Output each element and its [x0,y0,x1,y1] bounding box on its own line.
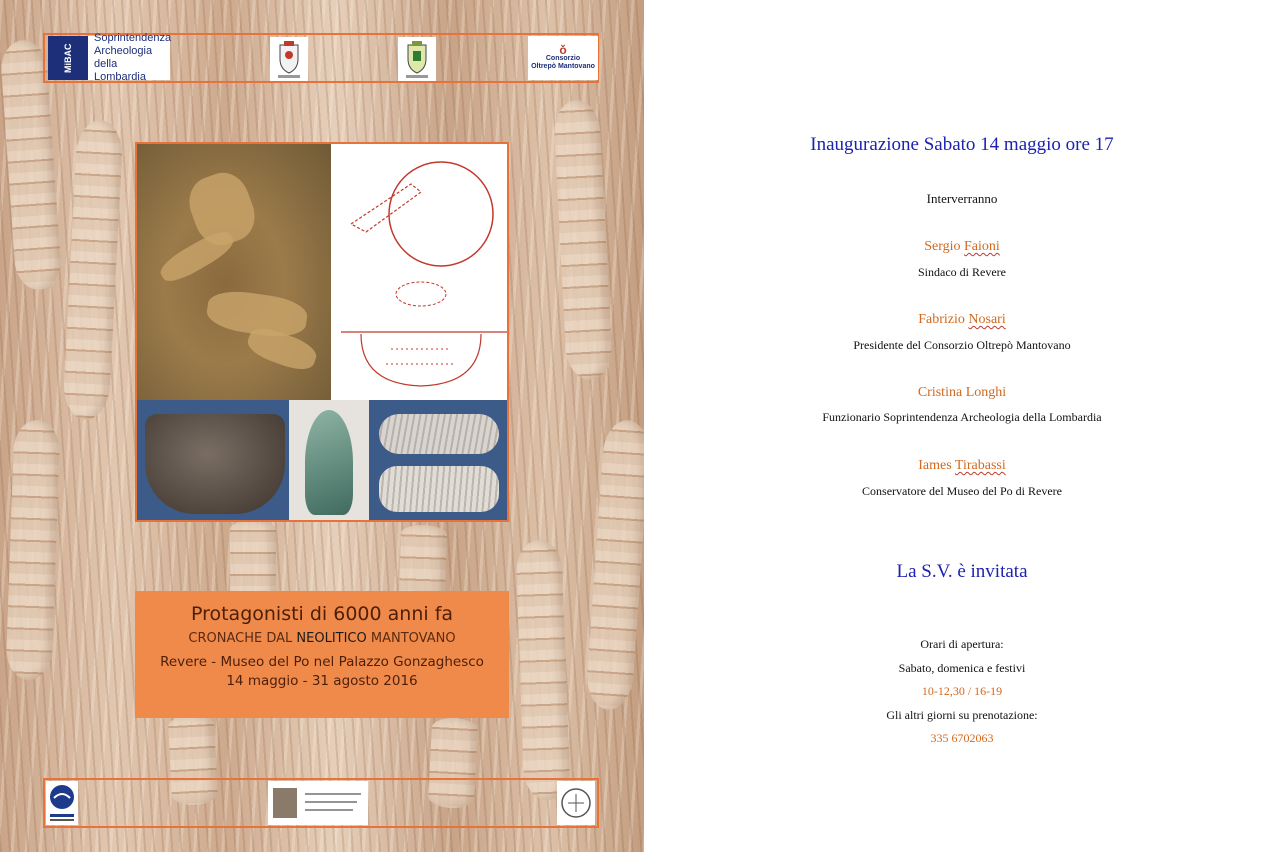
invitation-page [644,0,1280,852]
invited-line: La S.V. è invitata [896,561,1028,582]
exhibition-dates: 14 maggio - 31 agosto 2016 [226,673,418,689]
opening-times: 10-12,30 / 16-19 [921,684,1003,698]
consorzio-logo: ǒ Consorzio Oltrepò Mantovano [528,36,598,80]
speaker-name: Fabrizio Nosari [918,312,1006,327]
wheat-ear-decoration [399,524,448,601]
club-crest-icon [557,781,595,825]
speaker-role: Sindaco di Revere [918,265,1006,279]
polished-axe [305,410,353,515]
exhibition-title-box [135,591,509,718]
archaeology-photo-panel [135,142,509,522]
wheat-ear-decoration [62,119,124,421]
speaker-name: Sergio Faioni [924,239,1000,254]
borgo-crest-icon [398,37,436,81]
exhibition-subtitle: CRONACHE DAL NEOLITICO MANTOVANO [188,631,456,646]
burial-photo [137,144,331,400]
speaker-role: Conservatore del Museo del Po di Revere [862,484,1062,498]
booking-note: Gli altri giorni su prenotazione: [886,708,1038,722]
mibac-mark: MiBAC [48,36,88,80]
soprintendenza-label: Soprintendenza Archeologia della Lombardia [94,32,172,83]
phone-number: 335 6702063 [930,731,994,745]
museum-logo-icon [46,781,78,825]
wheat-ear-decoration [585,419,644,712]
opening-days: Sabato, domenica e festivi [898,661,1026,675]
speaker-role: Presidente del Consorzio Oltrepò Mantovano [853,338,1071,352]
wheat-ear-decoration [553,99,614,381]
excavation-drawing [331,144,509,400]
mibac-logo [48,32,172,83]
inauguration-heading: Inaugurazione Sabato 14 maggio ore 17 [810,134,1114,155]
wheat-ear-decoration [230,520,276,600]
artifacts-photo-row [137,400,509,522]
speaker-name: Cristina Longhi [917,385,1007,400]
opening-hours-title: Orari di apertura: [920,637,1004,651]
speaker-role: Funzionario Soprintendenza Archeologia della Lombardia [822,410,1102,424]
grinding-stone [379,414,499,454]
exhibition-venue: Revere - Museo del Po nel Palazzo Gonzaghesco [160,654,484,670]
speaker-name: Iames Tirabassi [918,458,1006,473]
wheat-ear-decoration [5,419,60,680]
exhibition-title: Protagonisti di 6000 anni fa [190,603,454,625]
speakers-intro: Interverranno [926,191,998,206]
association-logo-icon [268,781,368,825]
consorzio-mark-icon: ǒ [559,43,567,57]
grinding-stone [379,466,499,512]
revere-crest-icon [270,37,308,81]
wheat-ear-decoration [515,539,570,800]
pottery-vessel [145,414,285,514]
